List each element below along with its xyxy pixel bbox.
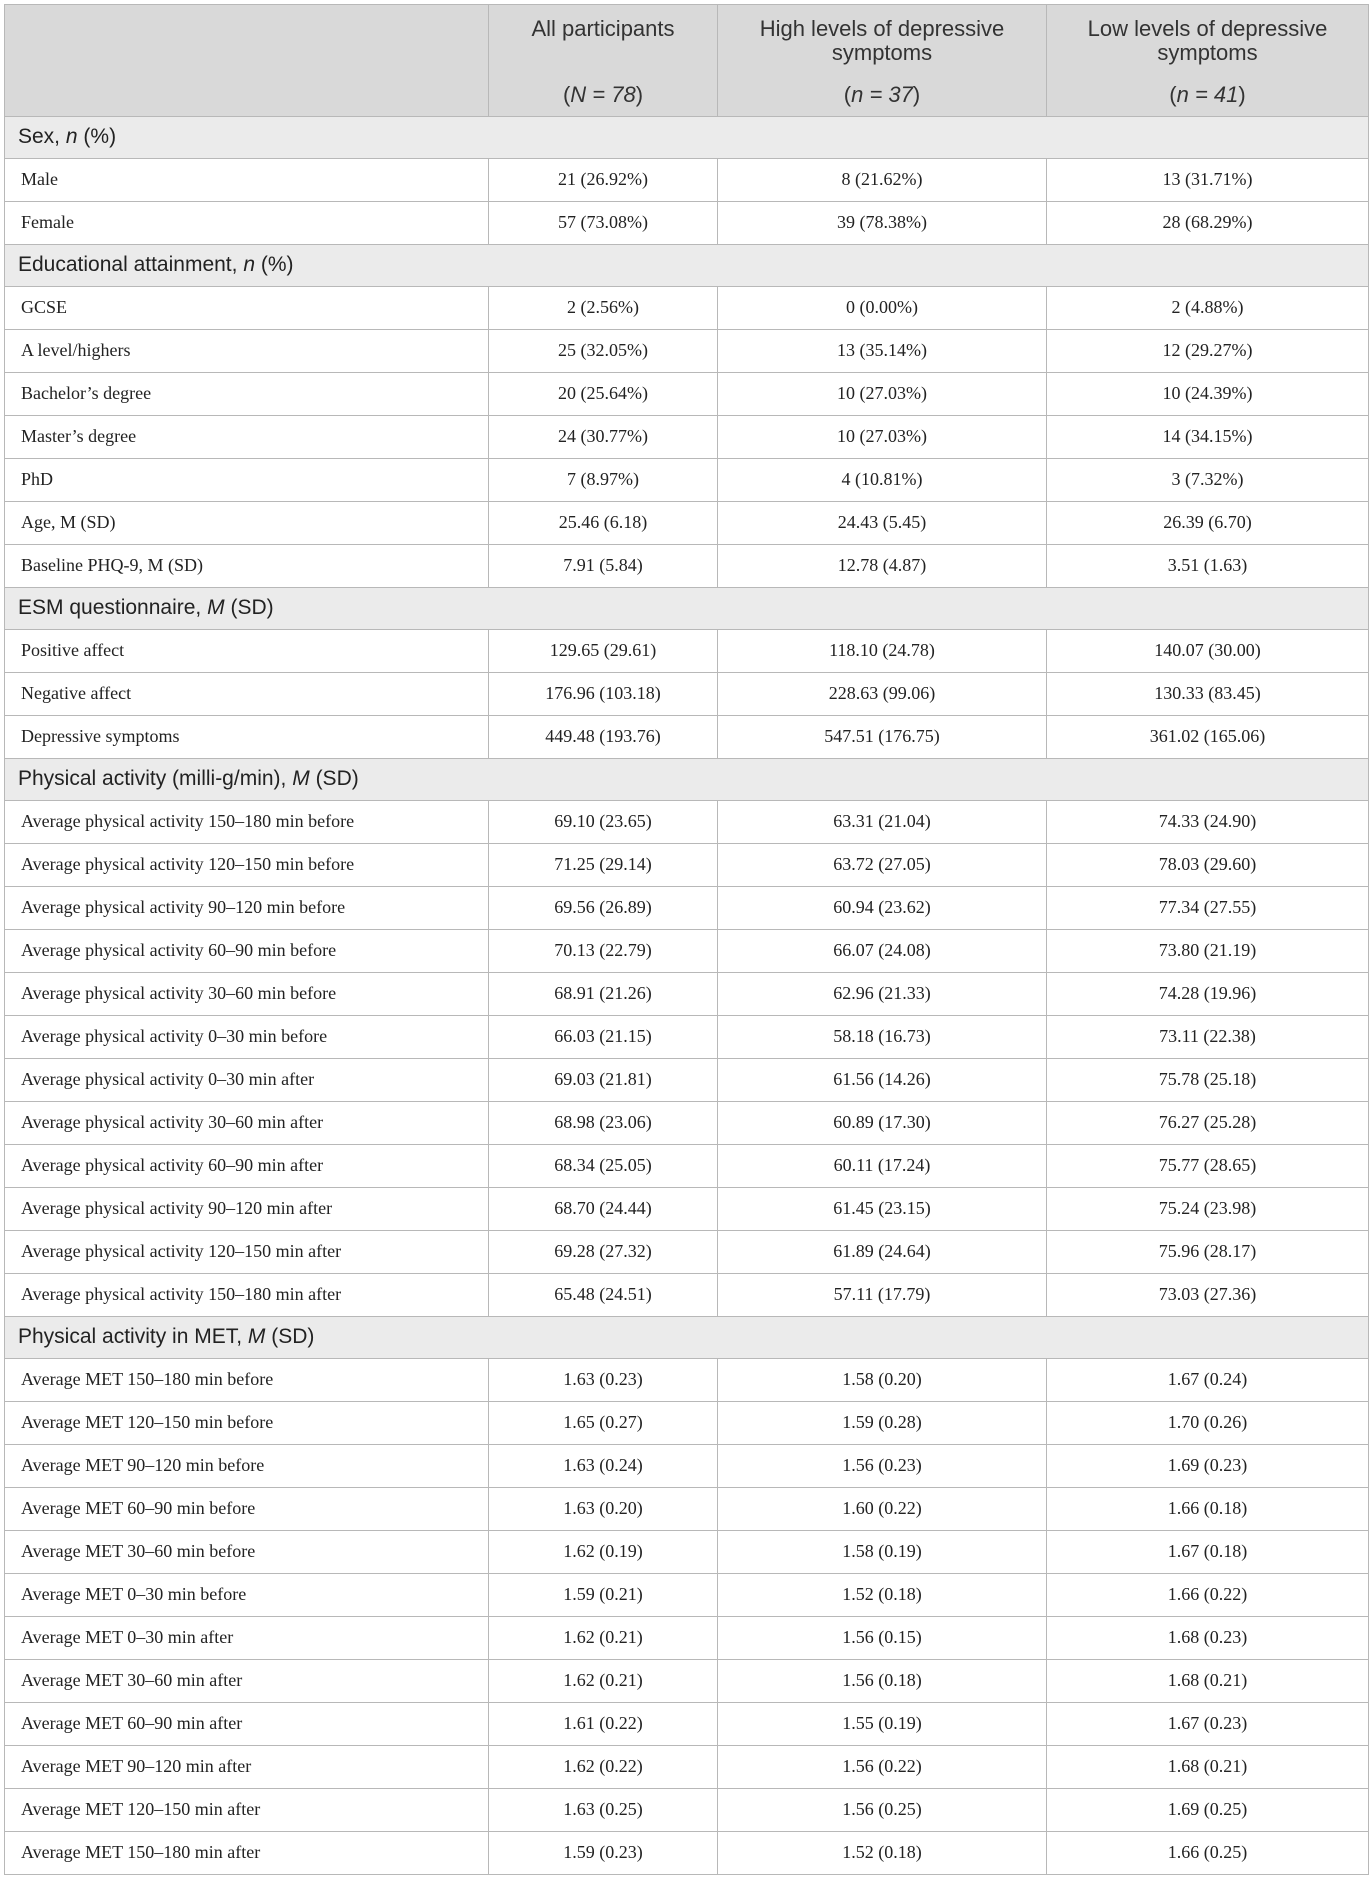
- high-depressive-cell: 1.58 (0.20): [718, 1358, 1047, 1401]
- all-participants-cell: 1.62 (0.19): [489, 1530, 718, 1573]
- all-participants-cell: 449.48 (193.76): [489, 715, 718, 758]
- all-participants-cell: 68.98 (23.06): [489, 1101, 718, 1144]
- table-row: [5, 1358, 1369, 1401]
- table-row: [5, 1530, 1369, 1573]
- high-depressive-cell: 60.89 (17.30): [718, 1101, 1047, 1144]
- low-depressive-cell: 2 (4.88%): [1047, 286, 1369, 329]
- row-label-cell: Depressive symptoms: [5, 715, 489, 758]
- all-participants-cell: 69.03 (21.81): [489, 1058, 718, 1101]
- row-label-cell: Positive affect: [5, 629, 489, 672]
- high-depressive-cell: 12.78 (4.87): [718, 544, 1047, 587]
- table-row: [5, 715, 1369, 758]
- row-label-cell: Average MET 60–90 min before: [5, 1487, 489, 1530]
- all-participants-cell: 7.91 (5.84): [489, 544, 718, 587]
- low-depressive-cell: 14 (34.15%): [1047, 415, 1369, 458]
- high-depressive-cell: 228.63 (99.06): [718, 672, 1047, 715]
- high-depressive-cell: 1.60 (0.22): [718, 1487, 1047, 1530]
- row-label-cell: Master’s degree: [5, 415, 489, 458]
- header-n-high: (n = 37): [718, 75, 1047, 117]
- low-depressive-cell: 361.02 (165.06): [1047, 715, 1369, 758]
- all-participants-cell: 71.25 (29.14): [489, 843, 718, 886]
- high-depressive-cell: 58.18 (16.73): [718, 1015, 1047, 1058]
- table-row: [5, 1015, 1369, 1058]
- high-depressive-cell: 60.94 (23.62): [718, 886, 1047, 929]
- all-participants-cell: 7 (8.97%): [489, 458, 718, 501]
- row-label-cell: Average MET 150–180 min before: [5, 1358, 489, 1401]
- row-label-cell: Average MET 0–30 min after: [5, 1616, 489, 1659]
- section-title: Sex, n (%): [5, 116, 1369, 158]
- all-participants-cell: 68.34 (25.05): [489, 1144, 718, 1187]
- all-participants-cell: 68.91 (21.26): [489, 972, 718, 1015]
- row-label-cell: Baseline PHQ-9, M (SD): [5, 544, 489, 587]
- all-participants-cell: 2 (2.56%): [489, 286, 718, 329]
- row-label-cell: Average physical activity 120–150 min after: [5, 1230, 489, 1273]
- low-depressive-cell: 3.51 (1.63): [1047, 544, 1369, 587]
- high-depressive-cell: 118.10 (24.78): [718, 629, 1047, 672]
- high-depressive-cell: 61.89 (24.64): [718, 1230, 1047, 1273]
- table-row: [5, 843, 1369, 886]
- all-participants-cell: 57 (73.08%): [489, 201, 718, 244]
- high-depressive-cell: 0 (0.00%): [718, 286, 1047, 329]
- section-title: Educational attainment, n (%): [5, 244, 1369, 286]
- header-n-all: (N = 78): [489, 75, 718, 117]
- all-participants-cell: 1.63 (0.23): [489, 1358, 718, 1401]
- high-depressive-cell: 1.52 (0.18): [718, 1831, 1047, 1874]
- header-low-depressive: Low levels of depressive symptoms: [1047, 5, 1369, 75]
- low-depressive-cell: 13 (31.71%): [1047, 158, 1369, 201]
- low-depressive-cell: 1.67 (0.24): [1047, 1358, 1369, 1401]
- high-depressive-cell: 61.56 (14.26): [718, 1058, 1047, 1101]
- table-row: [5, 544, 1369, 587]
- table-row: [5, 286, 1369, 329]
- low-depressive-cell: 75.96 (28.17): [1047, 1230, 1369, 1273]
- table-row: [5, 1101, 1369, 1144]
- low-depressive-cell: 75.78 (25.18): [1047, 1058, 1369, 1101]
- low-depressive-cell: 78.03 (29.60): [1047, 843, 1369, 886]
- table-row: [5, 929, 1369, 972]
- section-header-row: [5, 1316, 1369, 1358]
- row-label-cell: Average physical activity 90–120 min after: [5, 1187, 489, 1230]
- all-participants-cell: 1.65 (0.27): [489, 1401, 718, 1444]
- table-row: [5, 1573, 1369, 1616]
- low-depressive-cell: 74.28 (19.96): [1047, 972, 1369, 1015]
- row-label-cell: Average physical activity 60–90 min before: [5, 929, 489, 972]
- row-label-cell: Average MET 120–150 min before: [5, 1401, 489, 1444]
- row-label-cell: Average physical activity 150–180 min after: [5, 1273, 489, 1316]
- table-row: [5, 800, 1369, 843]
- low-depressive-cell: 26.39 (6.70): [1047, 501, 1369, 544]
- high-depressive-cell: 10 (27.03%): [718, 372, 1047, 415]
- high-depressive-cell: 1.56 (0.25): [718, 1788, 1047, 1831]
- table-row: [5, 1444, 1369, 1487]
- all-participants-cell: 1.61 (0.22): [489, 1702, 718, 1745]
- all-participants-cell: 1.62 (0.22): [489, 1745, 718, 1788]
- row-label-cell: Average MET 150–180 min after: [5, 1831, 489, 1874]
- low-depressive-cell: 74.33 (24.90): [1047, 800, 1369, 843]
- low-depressive-cell: 10 (24.39%): [1047, 372, 1369, 415]
- table-row: [5, 1616, 1369, 1659]
- low-depressive-cell: 1.67 (0.23): [1047, 1702, 1369, 1745]
- header-n-low: (n = 41): [1047, 75, 1369, 117]
- all-participants-cell: 66.03 (21.15): [489, 1015, 718, 1058]
- high-depressive-cell: 1.55 (0.19): [718, 1702, 1047, 1745]
- low-depressive-cell: 76.27 (25.28): [1047, 1101, 1369, 1144]
- low-depressive-cell: 73.11 (22.38): [1047, 1015, 1369, 1058]
- table-row: [5, 158, 1369, 201]
- high-depressive-cell: 1.59 (0.28): [718, 1401, 1047, 1444]
- low-depressive-cell: 1.69 (0.25): [1047, 1788, 1369, 1831]
- high-depressive-cell: 63.31 (21.04): [718, 800, 1047, 843]
- table-row: [5, 201, 1369, 244]
- high-depressive-cell: 1.56 (0.22): [718, 1745, 1047, 1788]
- table-row: [5, 672, 1369, 715]
- table-row: [5, 1273, 1369, 1316]
- all-participants-cell: 129.65 (29.61): [489, 629, 718, 672]
- all-participants-cell: 1.63 (0.24): [489, 1444, 718, 1487]
- descriptive-statistics-table: [4, 4, 1369, 1875]
- high-depressive-cell: 1.52 (0.18): [718, 1573, 1047, 1616]
- all-participants-cell: 69.10 (23.65): [489, 800, 718, 843]
- row-label-cell: Average MET 90–120 min after: [5, 1745, 489, 1788]
- table-row: [5, 1401, 1369, 1444]
- table-row: [5, 886, 1369, 929]
- high-depressive-cell: 10 (27.03%): [718, 415, 1047, 458]
- low-depressive-cell: 77.34 (27.55): [1047, 886, 1369, 929]
- section-header-row: [5, 587, 1369, 629]
- row-label-cell: Age, M (SD): [5, 501, 489, 544]
- low-depressive-cell: 1.70 (0.26): [1047, 1401, 1369, 1444]
- high-depressive-cell: 66.07 (24.08): [718, 929, 1047, 972]
- table-row: [5, 1659, 1369, 1702]
- low-depressive-cell: 3 (7.32%): [1047, 458, 1369, 501]
- section-title: ESM questionnaire, M (SD): [5, 587, 1369, 629]
- high-depressive-cell: 1.56 (0.18): [718, 1659, 1047, 1702]
- all-participants-cell: 68.70 (24.44): [489, 1187, 718, 1230]
- low-depressive-cell: 1.68 (0.23): [1047, 1616, 1369, 1659]
- section-title: Physical activity (milli-g/min), M (SD): [5, 758, 1369, 800]
- table-row: [5, 1058, 1369, 1101]
- all-participants-cell: 1.59 (0.23): [489, 1831, 718, 1874]
- table-row: [5, 1230, 1369, 1273]
- row-label-cell: Average physical activity 0–30 min after: [5, 1058, 489, 1101]
- all-participants-cell: 69.56 (26.89): [489, 886, 718, 929]
- row-label-cell: Average MET 90–120 min before: [5, 1444, 489, 1487]
- table-container: [4, 4, 1368, 1875]
- table-row: [5, 1144, 1369, 1187]
- high-depressive-cell: 24.43 (5.45): [718, 501, 1047, 544]
- all-participants-cell: 1.63 (0.25): [489, 1788, 718, 1831]
- all-participants-cell: 176.96 (103.18): [489, 672, 718, 715]
- table-row: [5, 1831, 1369, 1874]
- row-label-cell: Average physical activity 120–150 min before: [5, 843, 489, 886]
- row-label-cell: Female: [5, 201, 489, 244]
- row-label-cell: Average physical activity 60–90 min after: [5, 1144, 489, 1187]
- all-participants-cell: 21 (26.92%): [489, 158, 718, 201]
- table-row: [5, 458, 1369, 501]
- low-depressive-cell: 1.69 (0.23): [1047, 1444, 1369, 1487]
- section-header-row: [5, 116, 1369, 158]
- all-participants-cell: 1.62 (0.21): [489, 1659, 718, 1702]
- row-label-cell: Negative affect: [5, 672, 489, 715]
- all-participants-cell: 25 (32.05%): [489, 329, 718, 372]
- low-depressive-cell: 28 (68.29%): [1047, 201, 1369, 244]
- all-participants-cell: 1.63 (0.20): [489, 1487, 718, 1530]
- table-row: [5, 415, 1369, 458]
- high-depressive-cell: 63.72 (27.05): [718, 843, 1047, 886]
- high-depressive-cell: 62.96 (21.33): [718, 972, 1047, 1015]
- header-high-depressive: High levels of depressive symptoms: [718, 5, 1047, 75]
- table-row: [5, 372, 1369, 415]
- all-participants-cell: 65.48 (24.51): [489, 1273, 718, 1316]
- all-participants-cell: 25.46 (6.18): [489, 501, 718, 544]
- row-label-cell: Average physical activity 30–60 min after: [5, 1101, 489, 1144]
- table-row: [5, 1745, 1369, 1788]
- low-depressive-cell: 73.03 (27.36): [1047, 1273, 1369, 1316]
- header-all-participants: All participants: [489, 5, 718, 75]
- table-row: [5, 1187, 1369, 1230]
- row-label-cell: Average MET 30–60 min before: [5, 1530, 489, 1573]
- low-depressive-cell: 73.80 (21.19): [1047, 929, 1369, 972]
- row-label-cell: Average physical activity 0–30 min before: [5, 1015, 489, 1058]
- row-label-cell: Bachelor’s degree: [5, 372, 489, 415]
- low-depressive-cell: 140.07 (30.00): [1047, 629, 1369, 672]
- section-header-row: [5, 244, 1369, 286]
- low-depressive-cell: 1.66 (0.25): [1047, 1831, 1369, 1874]
- low-depressive-cell: 130.33 (83.45): [1047, 672, 1369, 715]
- all-participants-cell: 69.28 (27.32): [489, 1230, 718, 1273]
- all-participants-cell: 1.62 (0.21): [489, 1616, 718, 1659]
- low-depressive-cell: 1.67 (0.18): [1047, 1530, 1369, 1573]
- table-row: [5, 1702, 1369, 1745]
- all-participants-cell: 70.13 (22.79): [489, 929, 718, 972]
- low-depressive-cell: 1.66 (0.18): [1047, 1487, 1369, 1530]
- high-depressive-cell: 13 (35.14%): [718, 329, 1047, 372]
- row-label-cell: Average MET 0–30 min before: [5, 1573, 489, 1616]
- row-label-cell: Average MET 60–90 min after: [5, 1702, 489, 1745]
- row-label-cell: PhD: [5, 458, 489, 501]
- high-depressive-cell: 60.11 (17.24): [718, 1144, 1047, 1187]
- section-title: Physical activity in MET, M (SD): [5, 1316, 1369, 1358]
- high-depressive-cell: 1.56 (0.23): [718, 1444, 1047, 1487]
- row-label-cell: Average physical activity 150–180 min before: [5, 800, 489, 843]
- high-depressive-cell: 4 (10.81%): [718, 458, 1047, 501]
- header-blank-cell: [5, 5, 489, 117]
- row-label-cell: GCSE: [5, 286, 489, 329]
- table-row: [5, 329, 1369, 372]
- row-label-cell: Average physical activity 30–60 min before: [5, 972, 489, 1015]
- row-label-cell: Average physical activity 90–120 min before: [5, 886, 489, 929]
- high-depressive-cell: 547.51 (176.75): [718, 715, 1047, 758]
- low-depressive-cell: 75.24 (23.98): [1047, 1187, 1369, 1230]
- all-participants-cell: 1.59 (0.21): [489, 1573, 718, 1616]
- high-depressive-cell: 61.45 (23.15): [718, 1187, 1047, 1230]
- table-row: [5, 1788, 1369, 1831]
- all-participants-cell: 20 (25.64%): [489, 372, 718, 415]
- table-header: [5, 5, 1369, 117]
- low-depressive-cell: 1.68 (0.21): [1047, 1659, 1369, 1702]
- table-row: [5, 972, 1369, 1015]
- all-participants-cell: 24 (30.77%): [489, 415, 718, 458]
- high-depressive-cell: 57.11 (17.79): [718, 1273, 1047, 1316]
- low-depressive-cell: 12 (29.27%): [1047, 329, 1369, 372]
- low-depressive-cell: 75.77 (28.65): [1047, 1144, 1369, 1187]
- table-row: [5, 629, 1369, 672]
- high-depressive-cell: 1.58 (0.19): [718, 1530, 1047, 1573]
- table-row: [5, 1487, 1369, 1530]
- high-depressive-cell: 39 (78.38%): [718, 201, 1047, 244]
- section-header-row: [5, 758, 1369, 800]
- row-label-cell: Average MET 30–60 min after: [5, 1659, 489, 1702]
- low-depressive-cell: 1.68 (0.21): [1047, 1745, 1369, 1788]
- high-depressive-cell: 8 (21.62%): [718, 158, 1047, 201]
- row-label-cell: A level/highers: [5, 329, 489, 372]
- table-body: [5, 116, 1369, 1874]
- high-depressive-cell: 1.56 (0.15): [718, 1616, 1047, 1659]
- table-row: [5, 501, 1369, 544]
- row-label-cell: Male: [5, 158, 489, 201]
- row-label-cell: Average MET 120–150 min after: [5, 1788, 489, 1831]
- low-depressive-cell: 1.66 (0.22): [1047, 1573, 1369, 1616]
